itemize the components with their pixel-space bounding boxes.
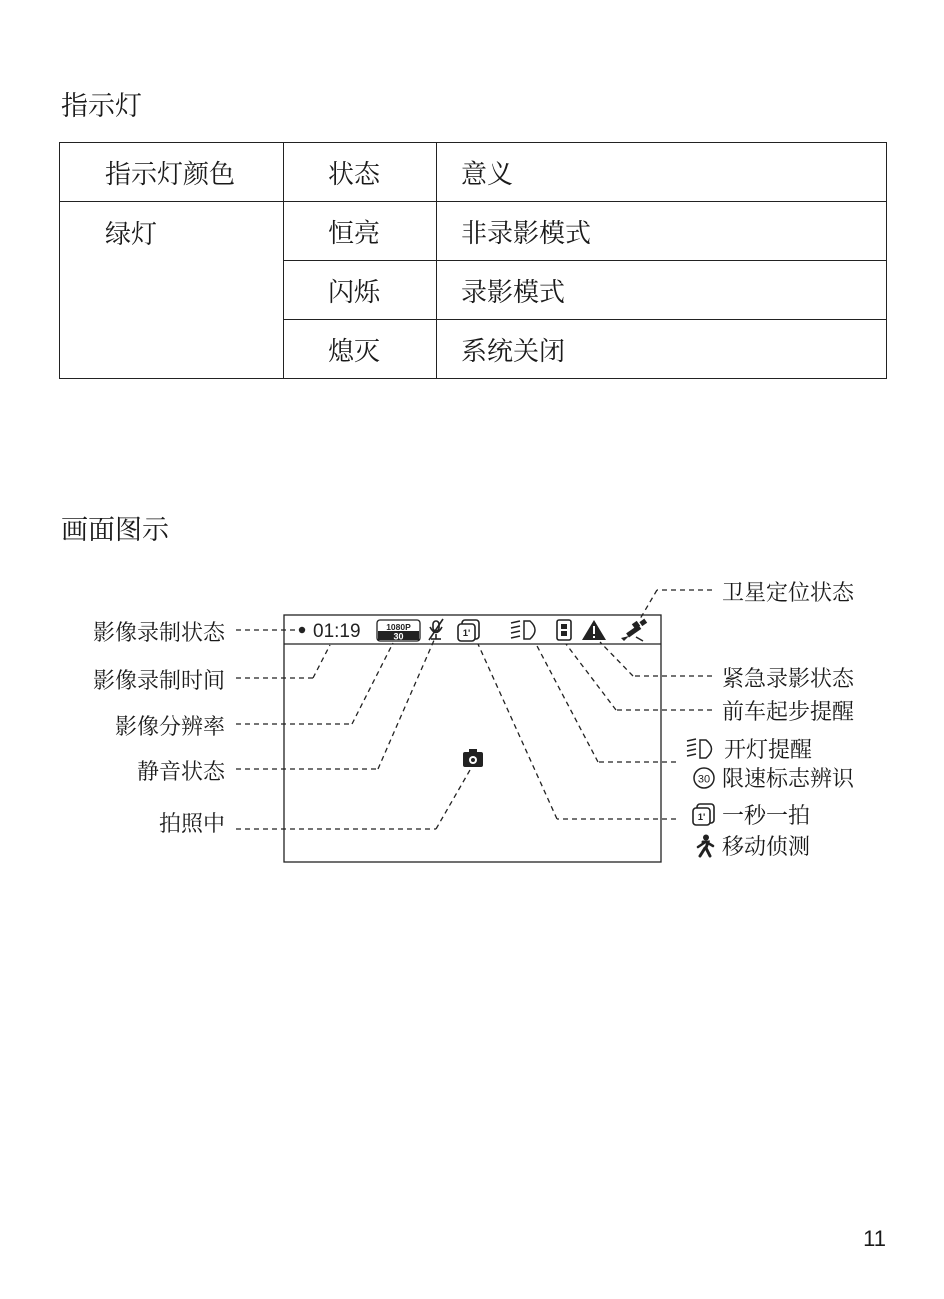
one-second-legend-icon xyxy=(692,803,716,827)
record-time: 01:19 xyxy=(313,621,361,642)
emergency-warning-icon xyxy=(582,620,606,640)
fps-text: 30 xyxy=(393,631,404,642)
table-header-cell: 状态 xyxy=(284,143,437,202)
table-cell-state: 熄灭 xyxy=(284,320,437,379)
table-cell-meaning: 录影模式 xyxy=(437,261,887,320)
legend-headlight xyxy=(686,733,812,764)
resolution-text: 1080P xyxy=(386,622,411,632)
svg-text:30: 30 xyxy=(697,773,711,785)
svg-text:1': 1' xyxy=(462,628,471,639)
resolution-badge-icon xyxy=(377,620,420,642)
label-one-second: 一秒一拍 xyxy=(722,804,811,829)
page-number: 11 xyxy=(863,1226,886,1251)
label-record-status: 影像录制状态 xyxy=(92,621,225,646)
label-mute: 静音状态 xyxy=(136,760,225,785)
table-header-cell: 意义 xyxy=(437,143,887,202)
one-second-capture-icon xyxy=(458,620,479,641)
table-header-cell: 指示灯颜色 xyxy=(60,143,284,202)
satellite-gps-icon xyxy=(621,619,647,641)
table-cell-state: 闪烁 xyxy=(284,261,437,320)
section-title-screen: 画面图示 xyxy=(61,515,169,546)
speed-sign-legend-icon xyxy=(692,766,716,790)
label-resolution: 影像分辨率 xyxy=(114,715,225,740)
mute-icon xyxy=(429,619,443,640)
record-dot-icon xyxy=(299,627,305,633)
label-emergency: 紧急录影状态 xyxy=(722,667,855,692)
front-car-start-icon xyxy=(557,620,571,640)
label-light: 开灯提醒 xyxy=(724,738,813,763)
table-cell-meaning: 系统关闭 xyxy=(437,320,887,379)
section-title-indicator: 指示灯 xyxy=(61,91,142,122)
svg-text:1': 1' xyxy=(697,811,706,823)
headlight-reminder-icon xyxy=(511,621,535,639)
table-cell-color: 绿灯 xyxy=(60,202,284,379)
legend-motion xyxy=(692,830,810,861)
legend-speed-limit xyxy=(692,762,854,793)
label-gps: 卫星定位状态 xyxy=(722,581,855,606)
table-cell-meaning: 非录影模式 xyxy=(437,202,887,261)
table-cell-state: 恒亮 xyxy=(284,202,437,261)
motion-detection-icon xyxy=(692,834,716,858)
label-speed-limit: 限速标志辨识 xyxy=(722,767,855,792)
label-front-car: 前车起步提醒 xyxy=(722,700,855,725)
label-motion: 移动侦测 xyxy=(722,835,811,860)
label-capturing: 拍照中 xyxy=(158,812,225,837)
screen-frame xyxy=(284,615,661,862)
camera-icon xyxy=(463,749,483,767)
label-record-time: 影像录制时间 xyxy=(92,669,225,694)
headlight-legend-icon xyxy=(686,738,718,760)
legend-one-second xyxy=(692,799,810,830)
